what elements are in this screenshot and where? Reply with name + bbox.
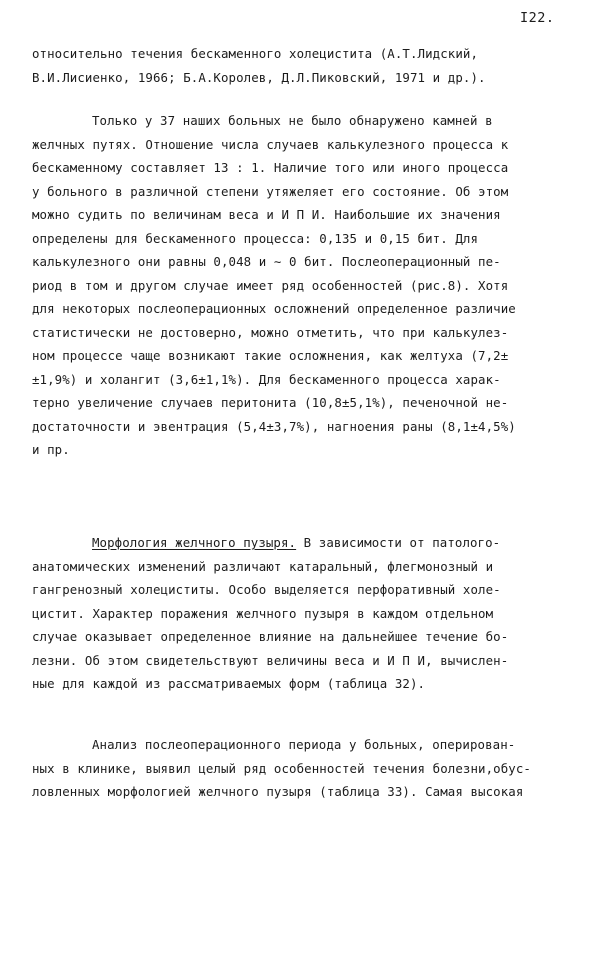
text-line: Только у 37 наших больных не было обнаружено камней в <box>92 113 493 128</box>
text-line: калькулезного они равны 0,048 и ∼ 0 бит. Послеоперационный пе- <box>32 254 501 269</box>
text-line: риод в том и другом случае имеет ряд особенностей (рис.8). Хотя <box>32 277 509 293</box>
paragraph-3 <box>32 531 577 696</box>
text-line: ных в клинике, выявил целый ряд особенностей течения болезни,обус- <box>32 760 531 776</box>
paragraph-1 <box>32 42 577 89</box>
text-line: у больного в различной степени утяжеляет его состояние. Об этом <box>32 183 509 199</box>
text-line: ±1,9%) и холангит (3,6±1,1%). Для бескаменного процесса харак- <box>32 371 501 387</box>
text-line: ном процессе чаще возникают такие осложнения, как желтуха (7,2± <box>32 348 509 363</box>
text-line: гангренозный холециститы. Особо выделяется перфоративный холе- <box>32 582 501 597</box>
text-line: В.И.Лисиенко, 1966; Б.А.Королев, Д.Л.Пиковский, 1971 и др.). <box>32 69 486 85</box>
text-line: определены для бескаменного процесса: 0,135 и 0,15 бит. Для <box>32 230 479 246</box>
text-line: статистически не достоверно, можно отметить, что при калькулез- <box>32 324 509 340</box>
section-heading: Морфология желчного пузыря. <box>92 535 297 550</box>
text-line: достаточности и эвентрация (5,4±3,7%), нагноения раны (8,1±4,5%) <box>32 418 516 434</box>
text-line: для некоторых послеоперационных осложнений определенное различие <box>32 301 516 316</box>
text-line: и пр. <box>32 442 70 457</box>
text-line: можно судить по величинам веса и И П И. Наибольшие их значения <box>32 207 501 222</box>
text-line <box>32 531 577 555</box>
text-line: терно увеличение случаев перитонита (10,8±5,1%), печеночной не- <box>32 395 509 410</box>
text-line: Анализ послеоперационного периода у больных, оперирован- <box>92 737 516 752</box>
text-line: лезни. Об этом свидетельствуют величины веса и И П И, вычислен- <box>32 652 509 668</box>
text-line: ные для каждой из рассматриваемых форм (таблица 32). <box>32 676 426 691</box>
page-number: I22. <box>520 10 555 26</box>
text-line: цистит. Характер поражения желчного пузыря в каждом отдельном <box>32 605 494 621</box>
text-line: случае оказывает определенное влияние на дальнейшее течение бо- <box>32 629 509 644</box>
text-line: относительно течения бескаменного холецистита (А.Т.Лидский, <box>32 46 479 61</box>
paragraph-2 <box>32 109 577 462</box>
text-line: бескаменному составляет 13 : 1. Наличие того или иного процесса <box>32 160 509 175</box>
text-line: анатомических изменений различают катаральный, флегмонозный и <box>32 558 494 574</box>
text-line: желчных путях. Отношение числа случаев калькулезного процесса к <box>32 136 509 152</box>
text-line: ловленных морфологией желчного пузыря (таблица 33). Самая высокая <box>32 784 524 799</box>
paragraph-4 <box>32 733 577 804</box>
text-span: В зависимости от патолого- <box>296 535 501 550</box>
